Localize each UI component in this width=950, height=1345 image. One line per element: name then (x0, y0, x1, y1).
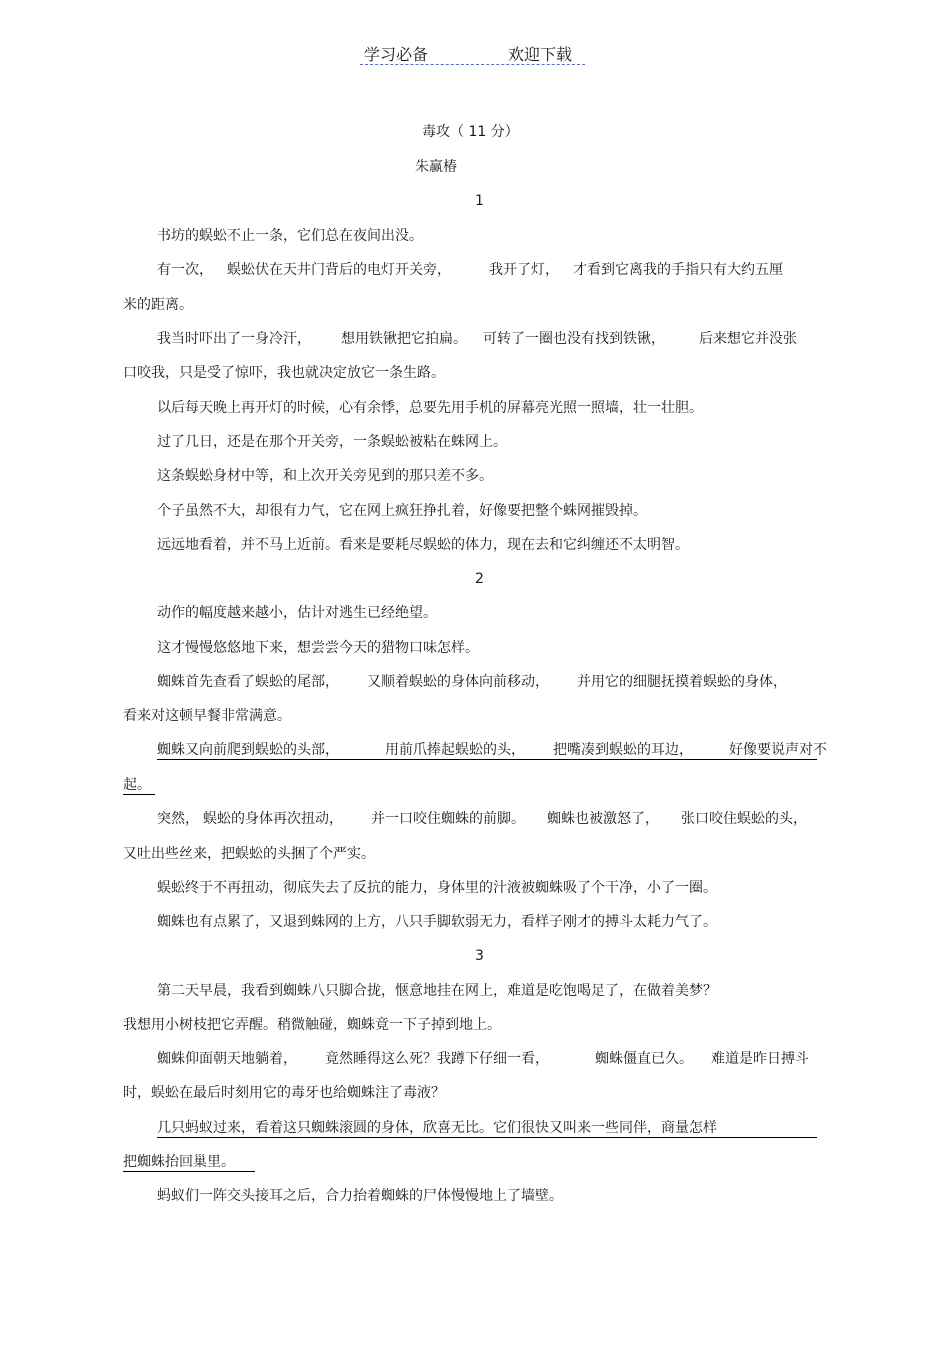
underlined-line: 起。 (123, 776, 155, 795)
paragraph-line: 米的距离。 (123, 297, 193, 313)
text-segment: 我开了灯， (489, 262, 559, 278)
text-segment: 我当时吓出了一身冷汗， (157, 331, 311, 347)
text-segment: 蜈蚣的身体再次扭动， (203, 811, 343, 827)
paragraph-line: 过了几日，还是在那个开关旁，一条蜈蚣被粘在蛛网上。 (157, 434, 507, 450)
paragraph-line: 远远地看着，并不马上近前。看来是要耗尽蜈蚣的体力，现在去和它纠缠还不太明智。 (157, 537, 689, 553)
paragraph-line: 蜈蚣终于不再扭动，彻底失去了反抗的能力，身体里的汁液被蜘蛛吸了个干净，小了一圈。 (157, 880, 717, 896)
text-segment: 并一口咬住蜘蛛的前脚。 (371, 811, 525, 827)
article-title: 毒攻（ 11 分） (422, 124, 519, 140)
text-segment: 想用铁锹把它拍扁。 (341, 331, 467, 347)
text-segment: 并用它的细腿抚摸着蜈蚣的身体， (577, 674, 787, 690)
paragraph-line (157, 1050, 809, 1068)
text-segment: 好像要说声对不 (729, 742, 827, 758)
text-segment: 蜘蛛首先查看了蜈蚣的尾部， (157, 674, 339, 690)
text-segment: 难道是昨日搏斗 (711, 1051, 809, 1067)
paragraph-line: 看来对这顿早餐非常满意。 (123, 708, 291, 724)
text-segment: 竟然睡得这么死？我蹲下仔细一看， (325, 1051, 549, 1067)
paragraph-line: 动作的幅度越来越小，估计对逃生已经绝望。 (157, 605, 437, 621)
text-segment: 可转了一圈也没有找到铁锹， (483, 331, 665, 347)
paragraph-line: 这条蜈蚣身材中等，和上次开关旁见到的那只差不多。 (157, 468, 493, 484)
paragraph-line: 又吐出些丝来，把蜈蚣的头捆了个严实。 (123, 846, 375, 862)
text-segment: 有一次， (157, 262, 213, 278)
paragraph-line: 个子虽然不大，却很有力气，它在网上疯狂挣扎着，好像要把整个蛛网摧毁掉。 (157, 503, 647, 519)
paragraph-line: 以后每天晚上再开灯的时候，心有余悸，总要先用手机的屏幕亮光照一照墙，壮一壮胆。 (157, 400, 703, 416)
text-segment: 蜘蛛僵直已久。 (595, 1051, 693, 1067)
paragraph-line: 我想用小树枝把它弄醒。稍微触碰，蜘蛛竟一下子掉到地上。 (123, 1017, 501, 1033)
underlined-line: 把蜘蛛抬回巢里。 (123, 1153, 255, 1172)
text-segment: 用前爪捧起蜈蚣的头， (385, 742, 525, 758)
paragraph-line: 时，蜈蚣在最后时刻用它的毒牙也给蜘蛛注了毒液？ (123, 1085, 445, 1101)
section-number: 1 (475, 193, 484, 209)
section-number: 2 (475, 571, 484, 587)
underlined-line (157, 741, 827, 760)
paragraph-line: 蜘蛛也有点累了，又退到蛛网的上方，八只手脚软弱无力，看样子刚才的搏斗太耗力气了。 (157, 914, 717, 930)
paragraph-line (157, 330, 797, 348)
paragraph-line: 第二天早晨，我看到蜘蛛八只脚合拢，惬意地挂在网上，难道是吃饱喝足了，在做着美梦？ (157, 983, 717, 999)
text-segment: 才看到它离我的手指只有大约五厘 (573, 262, 783, 278)
underlined-line: 几只蚂蚁过来，看着这只蜘蛛滚圆的身体，欣喜无比。它们很快又叫来一些同伴，商量怎样 (157, 1119, 817, 1138)
paragraph-line: 书坊的蜈蚣不止一条，它们总在夜间出没。 (157, 228, 423, 244)
text-segment: 蜈蚣伏在天井门背后的电灯开关旁， (227, 262, 451, 278)
paragraph-line (157, 261, 783, 279)
text-segment: 把嘴凑到蜈蚣的耳边， (553, 742, 693, 758)
page-header (360, 40, 585, 65)
text-segment: 蜘蛛也被激怒了， (547, 811, 659, 827)
paragraph-line: 这才慢慢悠悠地下来，想尝尝今天的猎物口味怎样。 (157, 640, 479, 656)
text-segment: 突然， (157, 811, 199, 827)
text-segment: 张口咬住蜈蚣的头， (681, 811, 807, 827)
text-segment: 蜘蛛又向前爬到蜈蚣的头部， (157, 742, 339, 758)
text-segment: 蜘蛛仰面朝天地躺着， (157, 1051, 297, 1067)
section-number: 3 (475, 948, 484, 964)
header-right-text: 欢迎下载 (508, 45, 573, 64)
header-left-text: 学习必备 (364, 45, 429, 64)
paragraph-line (157, 673, 787, 691)
text-segment: 后来想它并没张 (699, 331, 797, 347)
paragraph-line (157, 810, 807, 828)
article-author: 朱赢椿 (415, 159, 457, 175)
text-segment: 又顺着蜈蚣的身体向前移动， (367, 674, 549, 690)
paragraph-line: 口咬我，只是受了惊吓，我也就决定放它一条生路。 (123, 365, 445, 381)
paragraph-line: 蚂蚁们一阵交头接耳之后，合力抬着蜘蛛的尸体慢慢地上了墙壁。 (157, 1188, 563, 1204)
